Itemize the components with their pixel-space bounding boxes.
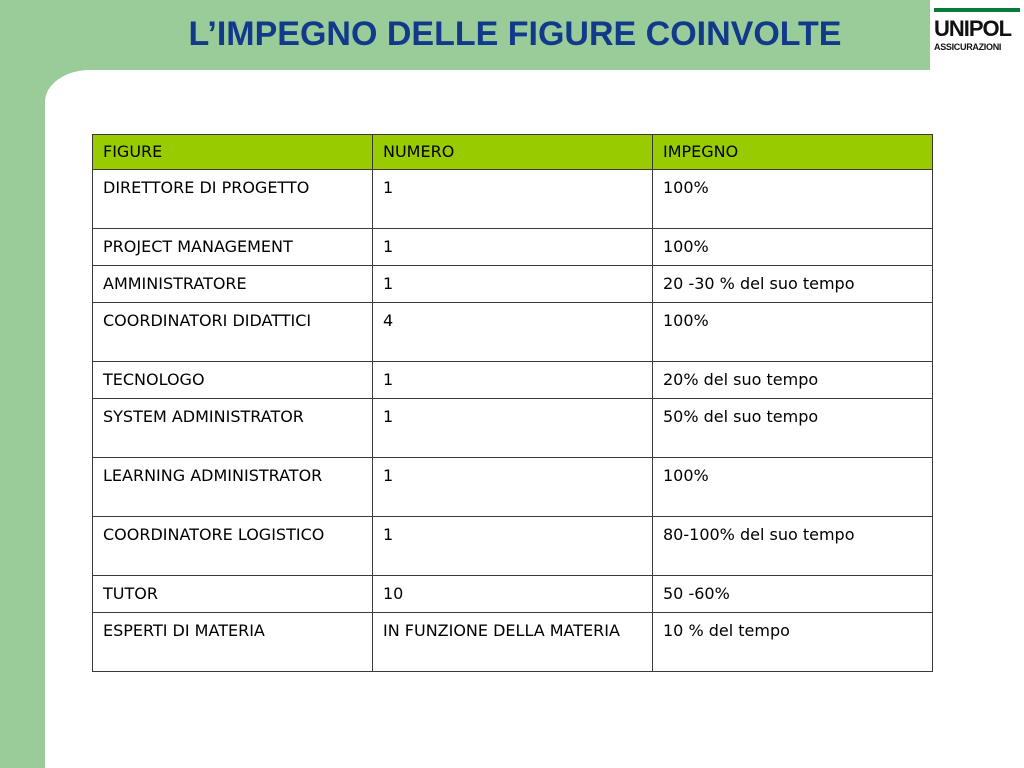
table-row (93, 229, 933, 266)
cell-numero: 4 (373, 303, 653, 362)
cell-figure: TECNOLOGO (93, 362, 373, 399)
table-row (93, 576, 933, 613)
green-frame-left (0, 0, 45, 768)
header-figure: FIGURE (93, 135, 373, 170)
cell-impegno: 100% (653, 229, 933, 266)
slide-title: L’IMPEGNO DELLE FIGURE COINVOLTE (188, 15, 842, 53)
cell-figure: DIRETTORE DI PROGETTO (93, 170, 373, 229)
table-row (93, 362, 933, 399)
cell-impegno: 80-100% del suo tempo (653, 517, 933, 576)
cell-numero: IN FUNZIONE DELLA MATERIA (373, 613, 653, 672)
content-area-corner (45, 70, 135, 134)
cell-numero: 1 (373, 517, 653, 576)
logo-subtitle: ASSICURAZIONI (934, 42, 1002, 52)
table-row (93, 170, 933, 229)
cell-impegno: 20% del suo tempo (653, 362, 933, 399)
logo-wordmark: UNIPOL (934, 16, 1012, 41)
logo-stripe (934, 8, 1020, 12)
header-numero: NUMERO (373, 135, 653, 170)
table-row (93, 266, 933, 303)
table-header-row (93, 135, 933, 170)
cell-numero: 1 (373, 170, 653, 229)
table-row (93, 458, 933, 517)
cell-impegno: 50% del suo tempo (653, 399, 933, 458)
table-row (93, 303, 933, 362)
header-impegno: IMPEGNO (653, 135, 933, 170)
cell-figure: SYSTEM ADMINISTRATOR (93, 399, 373, 458)
table-row (93, 517, 933, 576)
cell-numero: 1 (373, 229, 653, 266)
cell-impegno: 100% (653, 303, 933, 362)
table-row (93, 399, 933, 458)
cell-impegno: 20 -30 % del suo tempo (653, 266, 933, 303)
cell-figure: COORDINATORI DIDATTICI (93, 303, 373, 362)
cell-impegno: 100% (653, 170, 933, 229)
cell-figure: COORDINATORE LOGISTICO (93, 517, 373, 576)
cell-numero: 1 (373, 458, 653, 517)
figures-table (92, 134, 933, 672)
cell-figure: PROJECT MANAGEMENT (93, 229, 373, 266)
cell-figure: TUTOR (93, 576, 373, 613)
cell-impegno: 50 -60% (653, 576, 933, 613)
cell-figure: ESPERTI DI MATERIA (93, 613, 373, 672)
cell-numero: 1 (373, 266, 653, 303)
cell-impegno: 100% (653, 458, 933, 517)
cell-numero: 1 (373, 399, 653, 458)
cell-numero: 10 (373, 576, 653, 613)
cell-figure: LEARNING ADMINISTRATOR (93, 458, 373, 517)
cell-impegno: 10 % del tempo (653, 613, 933, 672)
unipol-logo (930, 0, 1024, 70)
cell-figure: AMMINISTRATORE (93, 266, 373, 303)
table-row (93, 613, 933, 672)
cell-numero: 1 (373, 362, 653, 399)
